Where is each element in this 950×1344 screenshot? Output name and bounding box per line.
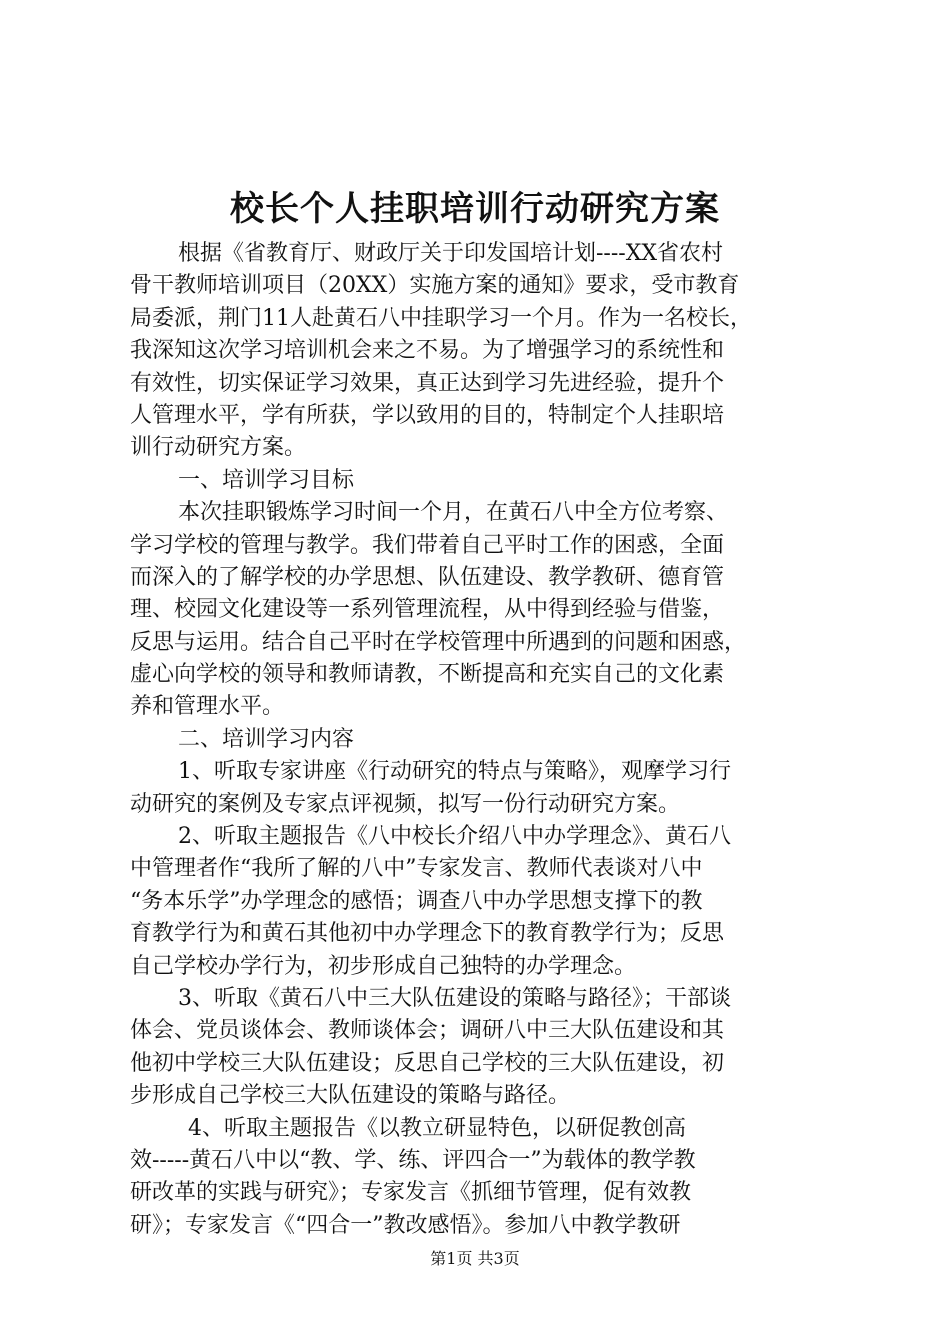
- text-line: 研》；专家发言《“四合一”教改感悟》。参加八中教学教研: [130, 1212, 681, 1238]
- text-line: 理、校园文化建设等一系列管理流程，从中得到经验与借鉴，: [130, 597, 725, 623]
- text-line: 体会、党员谈体会、教师谈体会；调研八中三大队伍建设和其: [130, 1018, 725, 1044]
- text-line: 步形成自己学校三大队伍建设的策略与路径。: [130, 1083, 571, 1109]
- text-line: 4、听取主题报告《以教立研显特色，以研促教创高: [188, 1115, 686, 1141]
- text-line: 局委派，荆门11人赴黄石八中挂职学习一个月。作为一名校长，: [130, 305, 752, 331]
- text-line: 动研究的案例及专家点评视频，拟写一份行动研究方案。: [130, 791, 681, 817]
- text-line: 我深知这次学习培训机会来之不易。为了增强学习的系统性和: [130, 338, 725, 364]
- section-heading: 一、培训学习目标: [178, 467, 355, 493]
- text-line: 根据《省教育厅、财政厅关于印发国培计划----XX省农村: [178, 241, 724, 266]
- page-footer: 第1页 共3页: [430, 1249, 520, 1268]
- text-line: 1、听取专家讲座《行动研究的特点与策略》，观摩学习行: [178, 759, 731, 785]
- text-line: 骨干教师培训项目（20XX）实施方案的通知》要求，受市教育: [130, 273, 740, 299]
- text-line: 养和管理水平。: [130, 694, 285, 720]
- text-line: 3、听取《黄石八中三大队伍建设的策略与路径》；干部谈: [178, 985, 731, 1011]
- text-line: 效-----黄石八中以“教、学、练、评四合一”为载体的教学教: [130, 1147, 696, 1173]
- text-line: 2、听取主题报告《八中校长介绍八中办学理念》、黄石八: [178, 824, 731, 850]
- text-line: 自己学校办学行为，初步形成自己独特的办学理念。: [130, 953, 637, 979]
- text-line: 训行动研究方案。: [130, 435, 307, 461]
- text-line: 研改革的实践与研究》；专家发言《抓细节管理，促有效教: [130, 1180, 692, 1206]
- document-title: 校长个人挂职培训行动研究方案: [230, 189, 720, 229]
- text-line: 虚心向学校的领导和教师请教，不断提高和充实自己的文化素: [130, 662, 725, 688]
- text-line: “务本乐学”办学理念的感悟；调查八中办学思想支撑下的教: [130, 888, 703, 914]
- text-line: 他初中学校三大队伍建设；反思自己学校的三大队伍建设，初: [130, 1050, 725, 1076]
- text-line: 中管理者作“我所了解的八中”专家发言、教师代表谈对八中: [130, 856, 703, 882]
- text-line: 而深入的了解学校的办学思想、队伍建设、教学教研、德育管: [130, 564, 725, 590]
- text-line: 反思与运用。结合自己平时在学校管理中所遇到的问题和困惑，: [130, 629, 747, 655]
- section-heading: 二、培训学习内容: [178, 726, 355, 752]
- text-line: 学习学校的管理与教学。我们带着自己平时工作的困惑，全面: [130, 532, 725, 558]
- document-body: [130, 238, 830, 1242]
- text-line: 本次挂职锻炼学习时间一个月，在黄石八中全方位考察、: [178, 500, 729, 526]
- text-line: 人管理水平，学有所获，学以致用的目的，特制定个人挂职培: [130, 402, 725, 428]
- text-line: 有效性，切实保证学习效果，真正达到学习先进经验，提升个: [130, 370, 725, 396]
- text-line: 育教学行为和黄石其他初中办学理念下的教育教学行为；反思: [130, 921, 725, 947]
